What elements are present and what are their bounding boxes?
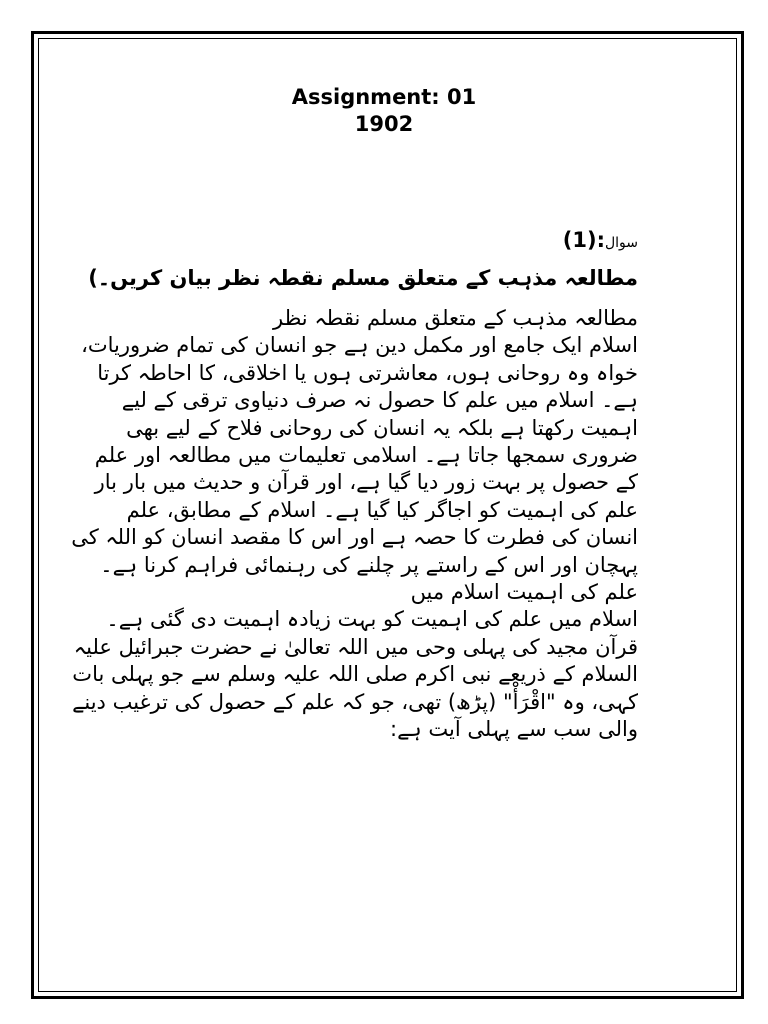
document-title [0, 84, 768, 138]
question-heading: مطالعہ مذہب کے متعلق مسلم نقطہ نظر بیان کریں۔) [88, 266, 638, 290]
question-number: :(1) [562, 228, 605, 252]
document-content [68, 225, 638, 744]
answer-body [68, 305, 638, 744]
paragraph-2: اسلام میں علم کی اہمیت کو بہت زیادہ اہمیت دی گئی ہے۔ قرآن مجید کی پہلی وحی میں اللہ تعالیٰ نے حضرت جبرائیل علیہ السلام کے ذریعے نبی اکرم صلی اللہ علیہ وسلم سے جو پہلی بات کہی، وہ "اقْرَأْ" (پڑھ) تھی، جو کہ علم کے حصول کی ترغیب دینے والی سب سے پہلی آیت ہے: [72, 607, 638, 742]
title-assignment: Assignment: 01 [291, 85, 477, 109]
question-line [68, 225, 638, 258]
paragraph-1: اسلام ایک جامع اور مکمل دین ہے جو انسان کی تمام ضروریات، خواہ وہ روحانی ہوں، معاشرتی ہوں یا اخلاقی، کا احاطہ کرتا ہے۔ اسلام میں علم کا حصول نہ صرف دنیاوی ترقی کے لیے اہمیت رکھتا ہے بلکہ یہ انسان کی روحانی فلاح کے لیے بھی ضروری سمجھا جاتا ہے۔ اسلامی تعلیمات میں مطالعہ اور علم کے حصول پر بہت زور دیا گیا ہے، اور قرآن و حدیث میں بار بار علم کی اہمیت کو اجاگر کیا گیا ہے۔ اسلام کے مطابق، علم انسان کی فطرت کا حصہ ہے اور اس کا مقصد انسان کو اللہ کی پہچان اور اس کے راستے پر چلنے کی رہنمائی فراہم کرنا ہے۔ [71, 333, 638, 577]
question-label: سوال [604, 235, 638, 251]
title-course-code: 1902 [354, 112, 414, 136]
section-heading-1: مطالعہ مذہب کے متعلق مسلم نقطہ نظر [272, 306, 638, 330]
section-heading-2: علم کی اہمیت اسلام میں [410, 580, 638, 605]
